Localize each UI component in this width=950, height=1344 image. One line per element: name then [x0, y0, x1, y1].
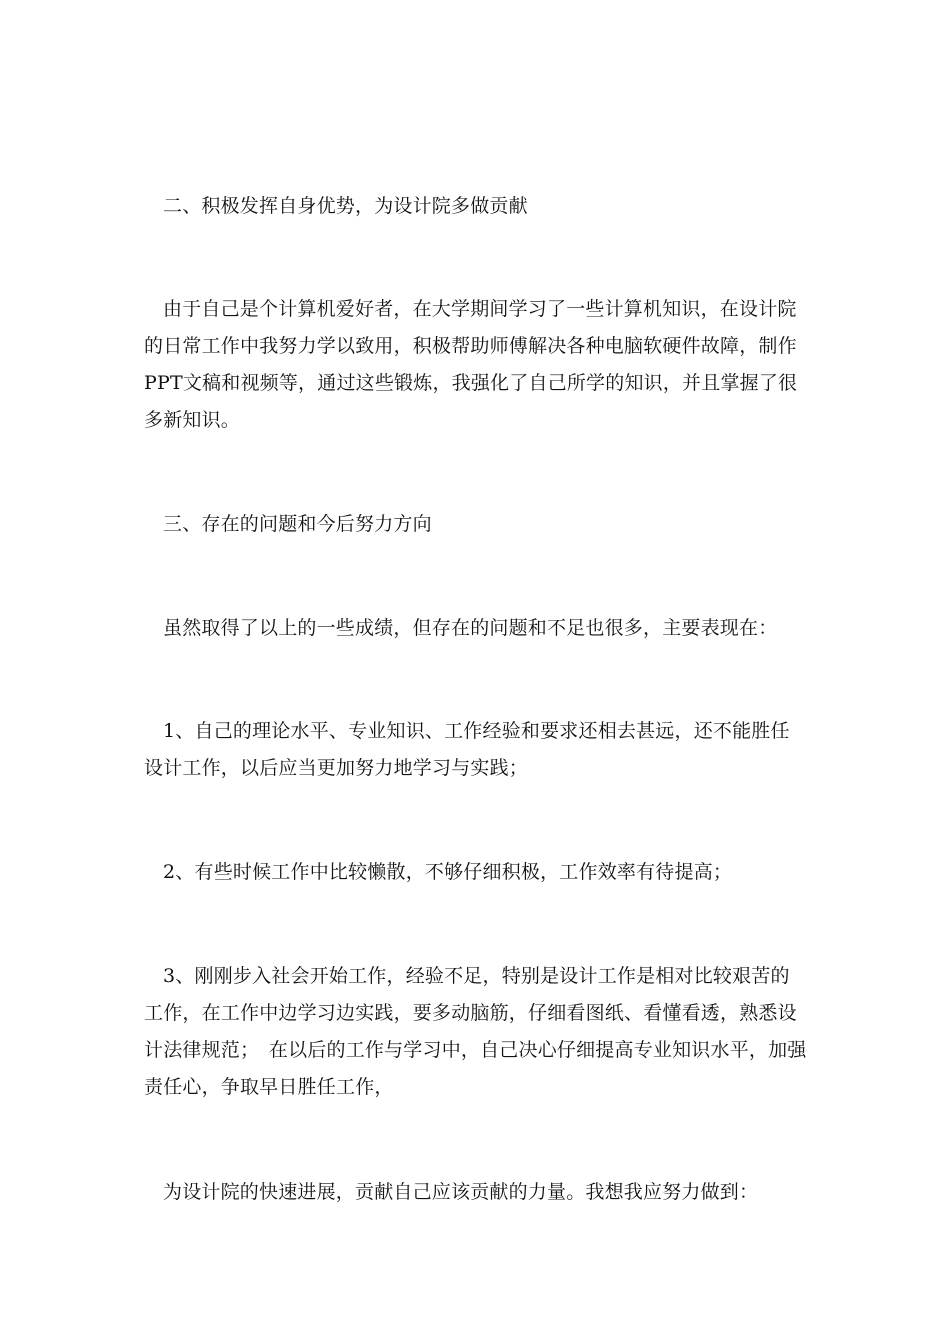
list-item-1: 1、自己的理论水平、专业知识、工作经验和要求还相去甚远，还不能胜任设计工作，以后应当更加努力地学习与实践； [144, 720, 790, 779]
paragraph-computer-skills: 由于自己是个计算机爱好者，在大学期间学习了一些计算机知识，在设计院的日常工作中我努力学以致用，积极帮助师傅解决各种电脑软硬件故障，制作PPT文稿和视频等，通过这些锻炼，我强化了自己所学的知识，并且掌握了很多新知识。 [144, 298, 798, 431]
paragraph-problems-intro: 虽然取得了以上的一些成绩，但存在的问题和不足也很多，主要表现在： [163, 617, 778, 639]
list-item-2: 2、有些时候工作中比较懒散，不够仔细积极，工作效率有待提高； [163, 861, 733, 883]
list-item-3: 3、刚刚步入社会开始工作，经验不足，特别是设计工作是相对比较艰苦的工作，在工作中边学习边实践，要多动脑筋，仔细看图纸、看懂看透，熟悉设计法律规范； 在以后的工作与学习中，自己决心仔细提高专业知识水平，加强责任心，争取早日胜任工作， [144, 965, 807, 1098]
section-heading-2: 二、积极发挥自身优势，为设计院多做贡献 [163, 195, 528, 217]
paragraph-closing: 为设计院的快速进展，贡献自己应该贡献的力量。我想我应努力做到： [163, 1181, 759, 1203]
section-heading-3: 三、存在的问题和今后努力方向 [163, 513, 432, 535]
